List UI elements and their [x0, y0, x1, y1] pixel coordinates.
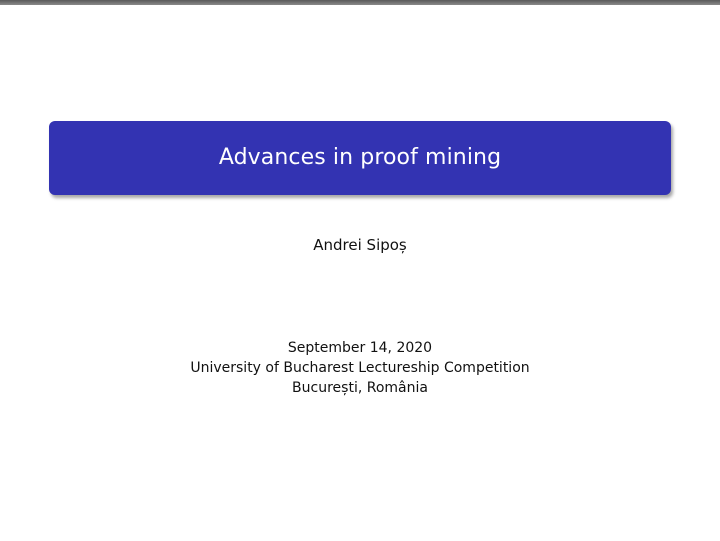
institute-line: University of Bucharest Lectureship Competition	[190, 360, 530, 376]
slide-title: Advances in proof mining	[218, 145, 502, 170]
info-block	[0, 338, 720, 398]
location-line: București, România	[292, 380, 428, 396]
top-frame-bar	[0, 0, 720, 5]
title-box	[49, 121, 671, 195]
presentation-date: September 14, 2020	[287, 340, 433, 356]
author-name: Andrei Sipoș	[313, 236, 407, 254]
